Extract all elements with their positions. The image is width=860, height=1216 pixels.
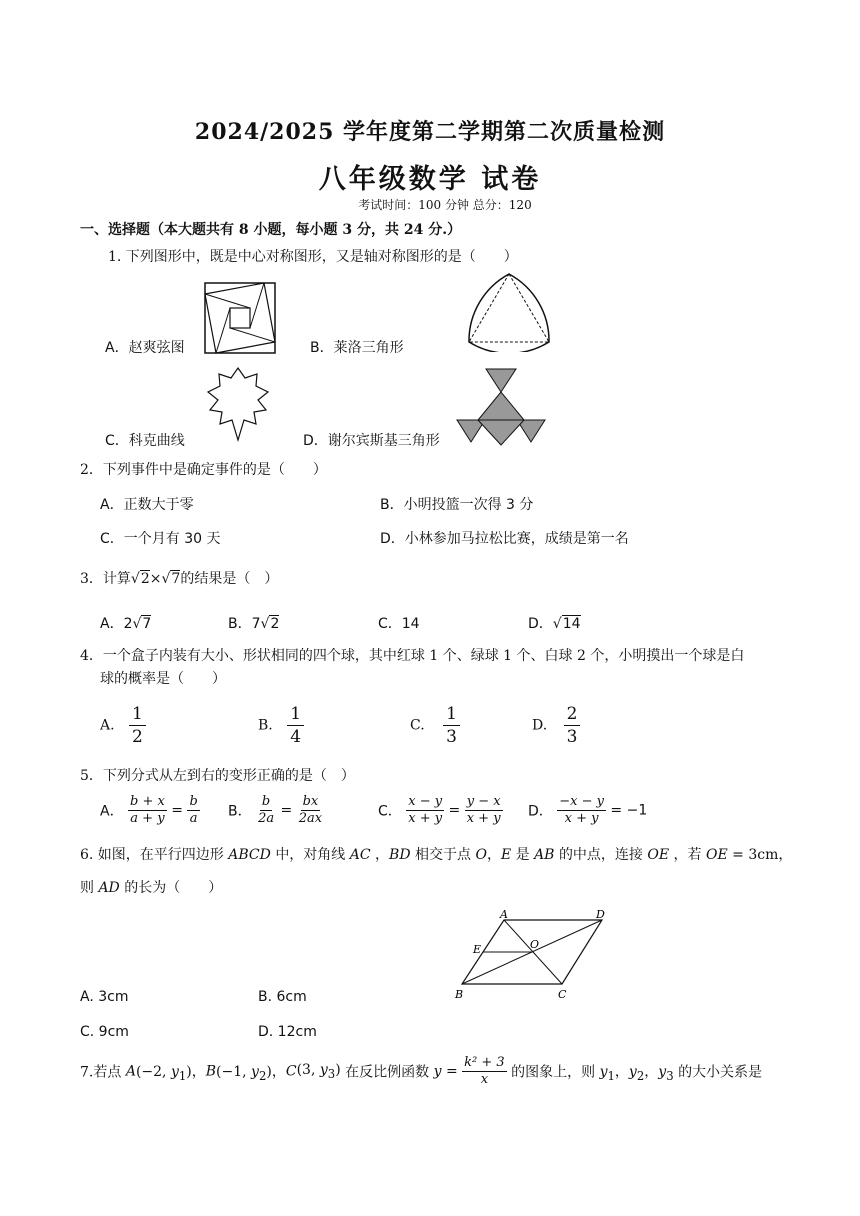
sierpinski-triangle-figure: [456, 368, 546, 446]
q7-stem: 7.若点 A(−2, $y_1$)，B(−1, $y_2$)，C(3, $y_3$) 在反比例函数 y = $\frac{\text{k² + 3}}{x}$ 的图象上，则 $y_1$，$y_2$，$y_3$ 的大小关系是: [80, 1055, 763, 1087]
q4-option-a: A. $\frac{1}{2}$: [100, 703, 146, 748]
q1-option-a: A．赵爽弦图: [105, 340, 185, 356]
label-a: A: [500, 908, 508, 921]
q5-option-d: D． $\frac{-x - y}{x + y}$ = −1: [528, 794, 648, 826]
section-title: 一、选择题（本大题共有 8 小题，每小题 3 分，共 24 分.）: [80, 222, 462, 238]
q4-stem-line1: 4．一个盒子内装有大小、形状相同的四个球，其中红球 1 个、绿球 1 个、白球 2 个，小明摸出一个球是白: [80, 648, 745, 664]
label-c: C: [558, 988, 567, 1001]
q6-stem-line1: 6. 如图，在平行四边形 ABCD 中，对角线 AC ，BD 相交于点 O，E 是 AB 的中点，连接 OE ，若 OE = 3cm，: [80, 847, 793, 863]
q3-option-c: C．14: [378, 616, 420, 632]
label-d: D: [596, 908, 605, 921]
label-e: E: [473, 943, 482, 956]
q4-option-d: D. $\frac{2}{3}$: [532, 703, 580, 748]
q2-option-a: A．正数大于零: [100, 497, 194, 513]
q6-option-c: C. 9cm: [80, 1024, 129, 1040]
label-o: O: [530, 938, 540, 951]
koch-curve-figure: [200, 364, 276, 444]
q3-option-d: D．√14: [528, 616, 581, 632]
parallelogram-figure: [450, 905, 620, 1005]
q5-stem: 5．下列分式从左到右的变形正确的是（ ）: [80, 768, 355, 784]
exam-info: 考试时间：100 分钟 总分：120: [358, 198, 532, 212]
q6-stem-line2: 则 AD 的长为（ ）: [80, 880, 223, 896]
exam-subtitle: 八年级数学 试卷: [318, 164, 542, 195]
q6-option-b: B. 6cm: [258, 989, 307, 1005]
q4-option-b: B. $\frac{1}{4}$: [258, 703, 304, 748]
q5-option-b: B． $\frac{b}{2a}$ = $\frac{bx}{2ax}$: [228, 794, 323, 826]
q2-stem: 2．下列事件中是确定事件的是（ ）: [80, 462, 327, 478]
q4-option-c: C. $\frac{1}{3}$: [410, 703, 460, 748]
q4-stem-line2: 球的概率是（ ）: [100, 671, 226, 687]
q1-stem: 1. 下列图形中，既是中心对称图形，又是轴对称图形的是（ ）: [108, 249, 518, 265]
q1-option-d: D．谢尔宾斯基三角形: [303, 433, 440, 449]
q6-option-d: D. 12cm: [258, 1024, 317, 1040]
q6-option-a: A. 3cm: [80, 989, 129, 1005]
q1-option-c: C．科克曲线: [105, 433, 185, 449]
q3-option-a: A．2√7: [100, 616, 152, 632]
q5-option-c: C． $\frac{x - y}{x + y}$ = $\frac{y - x}{x + y}$: [378, 794, 501, 826]
q3-stem: 3．计算√2×√7的结果是（ ）: [80, 571, 279, 587]
q2-option-c: C．一个月有 30 天: [100, 531, 221, 547]
q3-option-b: B．7√2: [228, 616, 280, 632]
q5-option-a: A． $\frac{b + x}{a + y}$ = $\frac{b}{a}$: [100, 794, 198, 826]
q1-option-b: B．莱洛三角形: [310, 340, 404, 356]
q2-option-b: B．小明投篮一次得 3 分: [380, 497, 534, 513]
zhaoshuang-figure: [204, 282, 276, 354]
q2-option-d: D．小林参加马拉松比赛，成绩是第一名: [380, 531, 629, 547]
label-b: B: [455, 988, 464, 1001]
exam-title: 2024/2025 学年度第二学期第二次质量检测: [194, 119, 666, 145]
reuleaux-triangle-figure: [465, 270, 553, 352]
